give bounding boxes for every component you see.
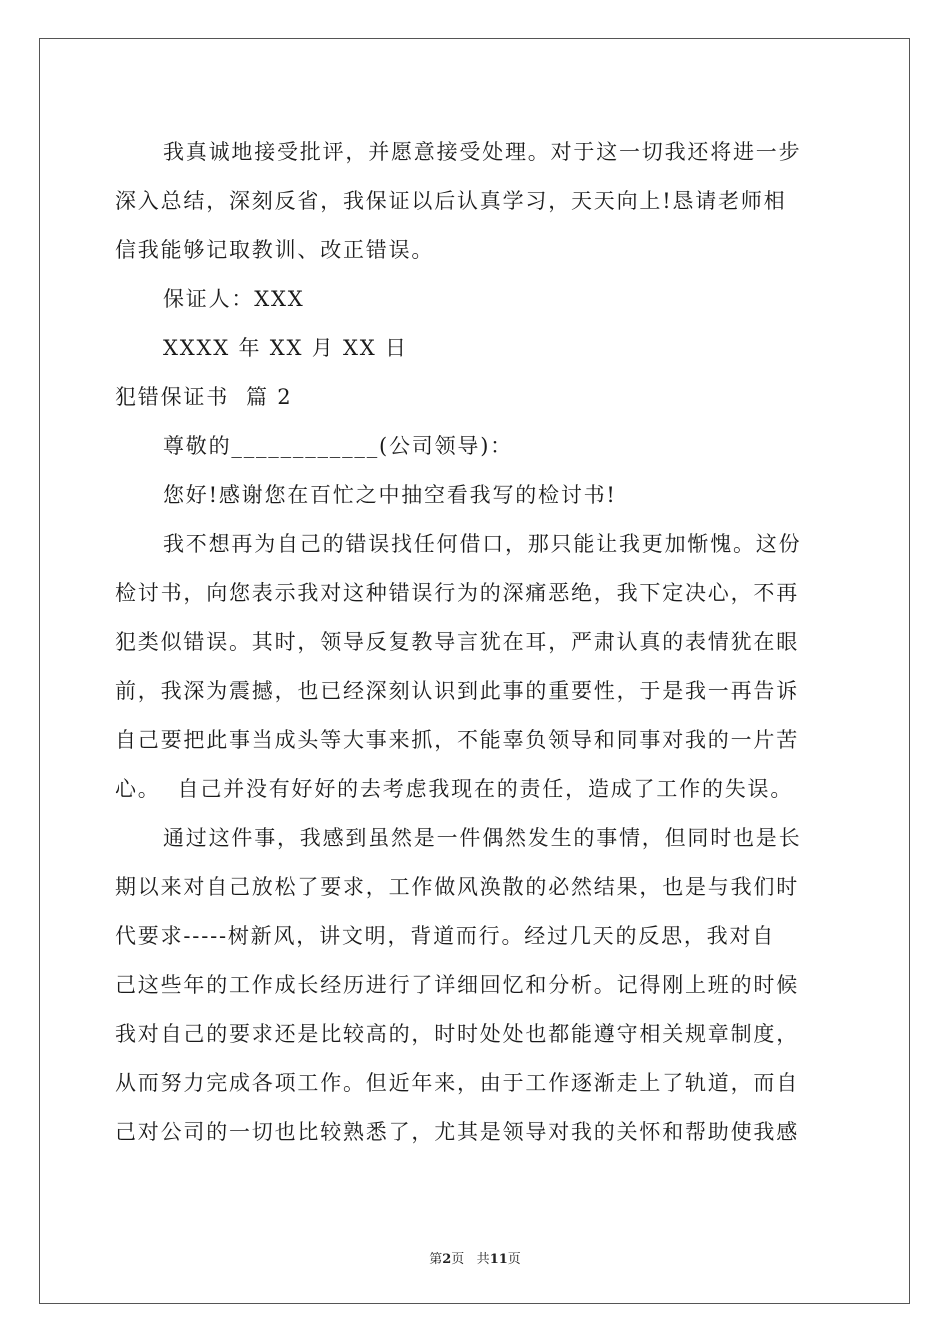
paragraph-line: 从而努力完成各项工作。但近年来，由于工作逐渐走上了轨道，而自: [115, 1071, 799, 1095]
paragraph-line: 自己要把此事当成头等大事来抓，不能辜负领导和同事对我的一片苦: [115, 728, 799, 752]
paragraph-line: 代要求-----树新风，讲文明，背道而行。经过几天的反思，我对自: [115, 924, 776, 948]
paragraph-line: 通过这件事，我感到虽然是一件偶然发生的事情，但同时也是长: [163, 826, 802, 850]
total-suffix: 页: [507, 1252, 521, 1267]
total-pages: 11: [489, 1252, 508, 1267]
paragraph-line: 检讨书，向您表示我对这种错误行为的深痛恶绝，我下定决心，不再: [115, 581, 799, 605]
paragraph-line: 己这些年的工作成长经历进行了详细回忆和分析。记得刚上班的时候: [115, 973, 799, 997]
paragraph-line: 期以来对自己放松了要求，工作做风涣散的必然结果，也是与我们时: [115, 875, 799, 899]
paragraph-line: 前，我深为震撼，也已经深刻认识到此事的重要性，于是我一再告诉: [115, 679, 799, 703]
document-body: [115, 128, 835, 1157]
date-line: XXXX 年 XX 月 XX 日: [163, 336, 408, 360]
paragraph-line: 心。 自己并没有好好的去考虑我现在的责任，造成了工作的失误。: [115, 777, 794, 801]
signature-line: 保证人：XXX: [163, 287, 305, 311]
paragraph-line: 我对自己的要求还是比较高的，时时处处也都能遵守相关规章制度，: [115, 1022, 799, 1046]
paragraph-line: 信我能够记取教训、改正错误。: [115, 238, 435, 262]
greeting-line: 您好!感谢您在百忙之中抽空看我写的检讨书!: [163, 483, 617, 507]
total-prefix: 共: [476, 1252, 490, 1267]
page-prefix: 第: [429, 1252, 443, 1267]
page-number: 2: [442, 1252, 452, 1267]
paragraph-line: 犯类似错误。其时，领导反复教导言犹在耳，严肃认真的表情犹在眼: [115, 630, 799, 654]
salutation: 尊敬的____________(公司领导)：: [163, 434, 513, 458]
paragraph-line: 深入总结，深刻反省，我保证以后认真学习，天天向上!恳请老师相: [115, 189, 787, 213]
paragraph-line: 我不想再为自己的错误找任何借口，那只能让我更加惭愧。这份: [163, 532, 802, 556]
page-suffix: 页: [451, 1252, 465, 1267]
section-title: 犯错保证书 篇 2: [115, 385, 293, 409]
page-footer: [0, 1248, 950, 1267]
paragraph-line: 我真诚地接受批评，并愿意接受处理。对于这一切我还将进一步: [163, 140, 802, 164]
paragraph-line: 己对公司的一切也比较熟悉了，尤其是领导对我的关怀和帮助使我感: [115, 1120, 799, 1144]
